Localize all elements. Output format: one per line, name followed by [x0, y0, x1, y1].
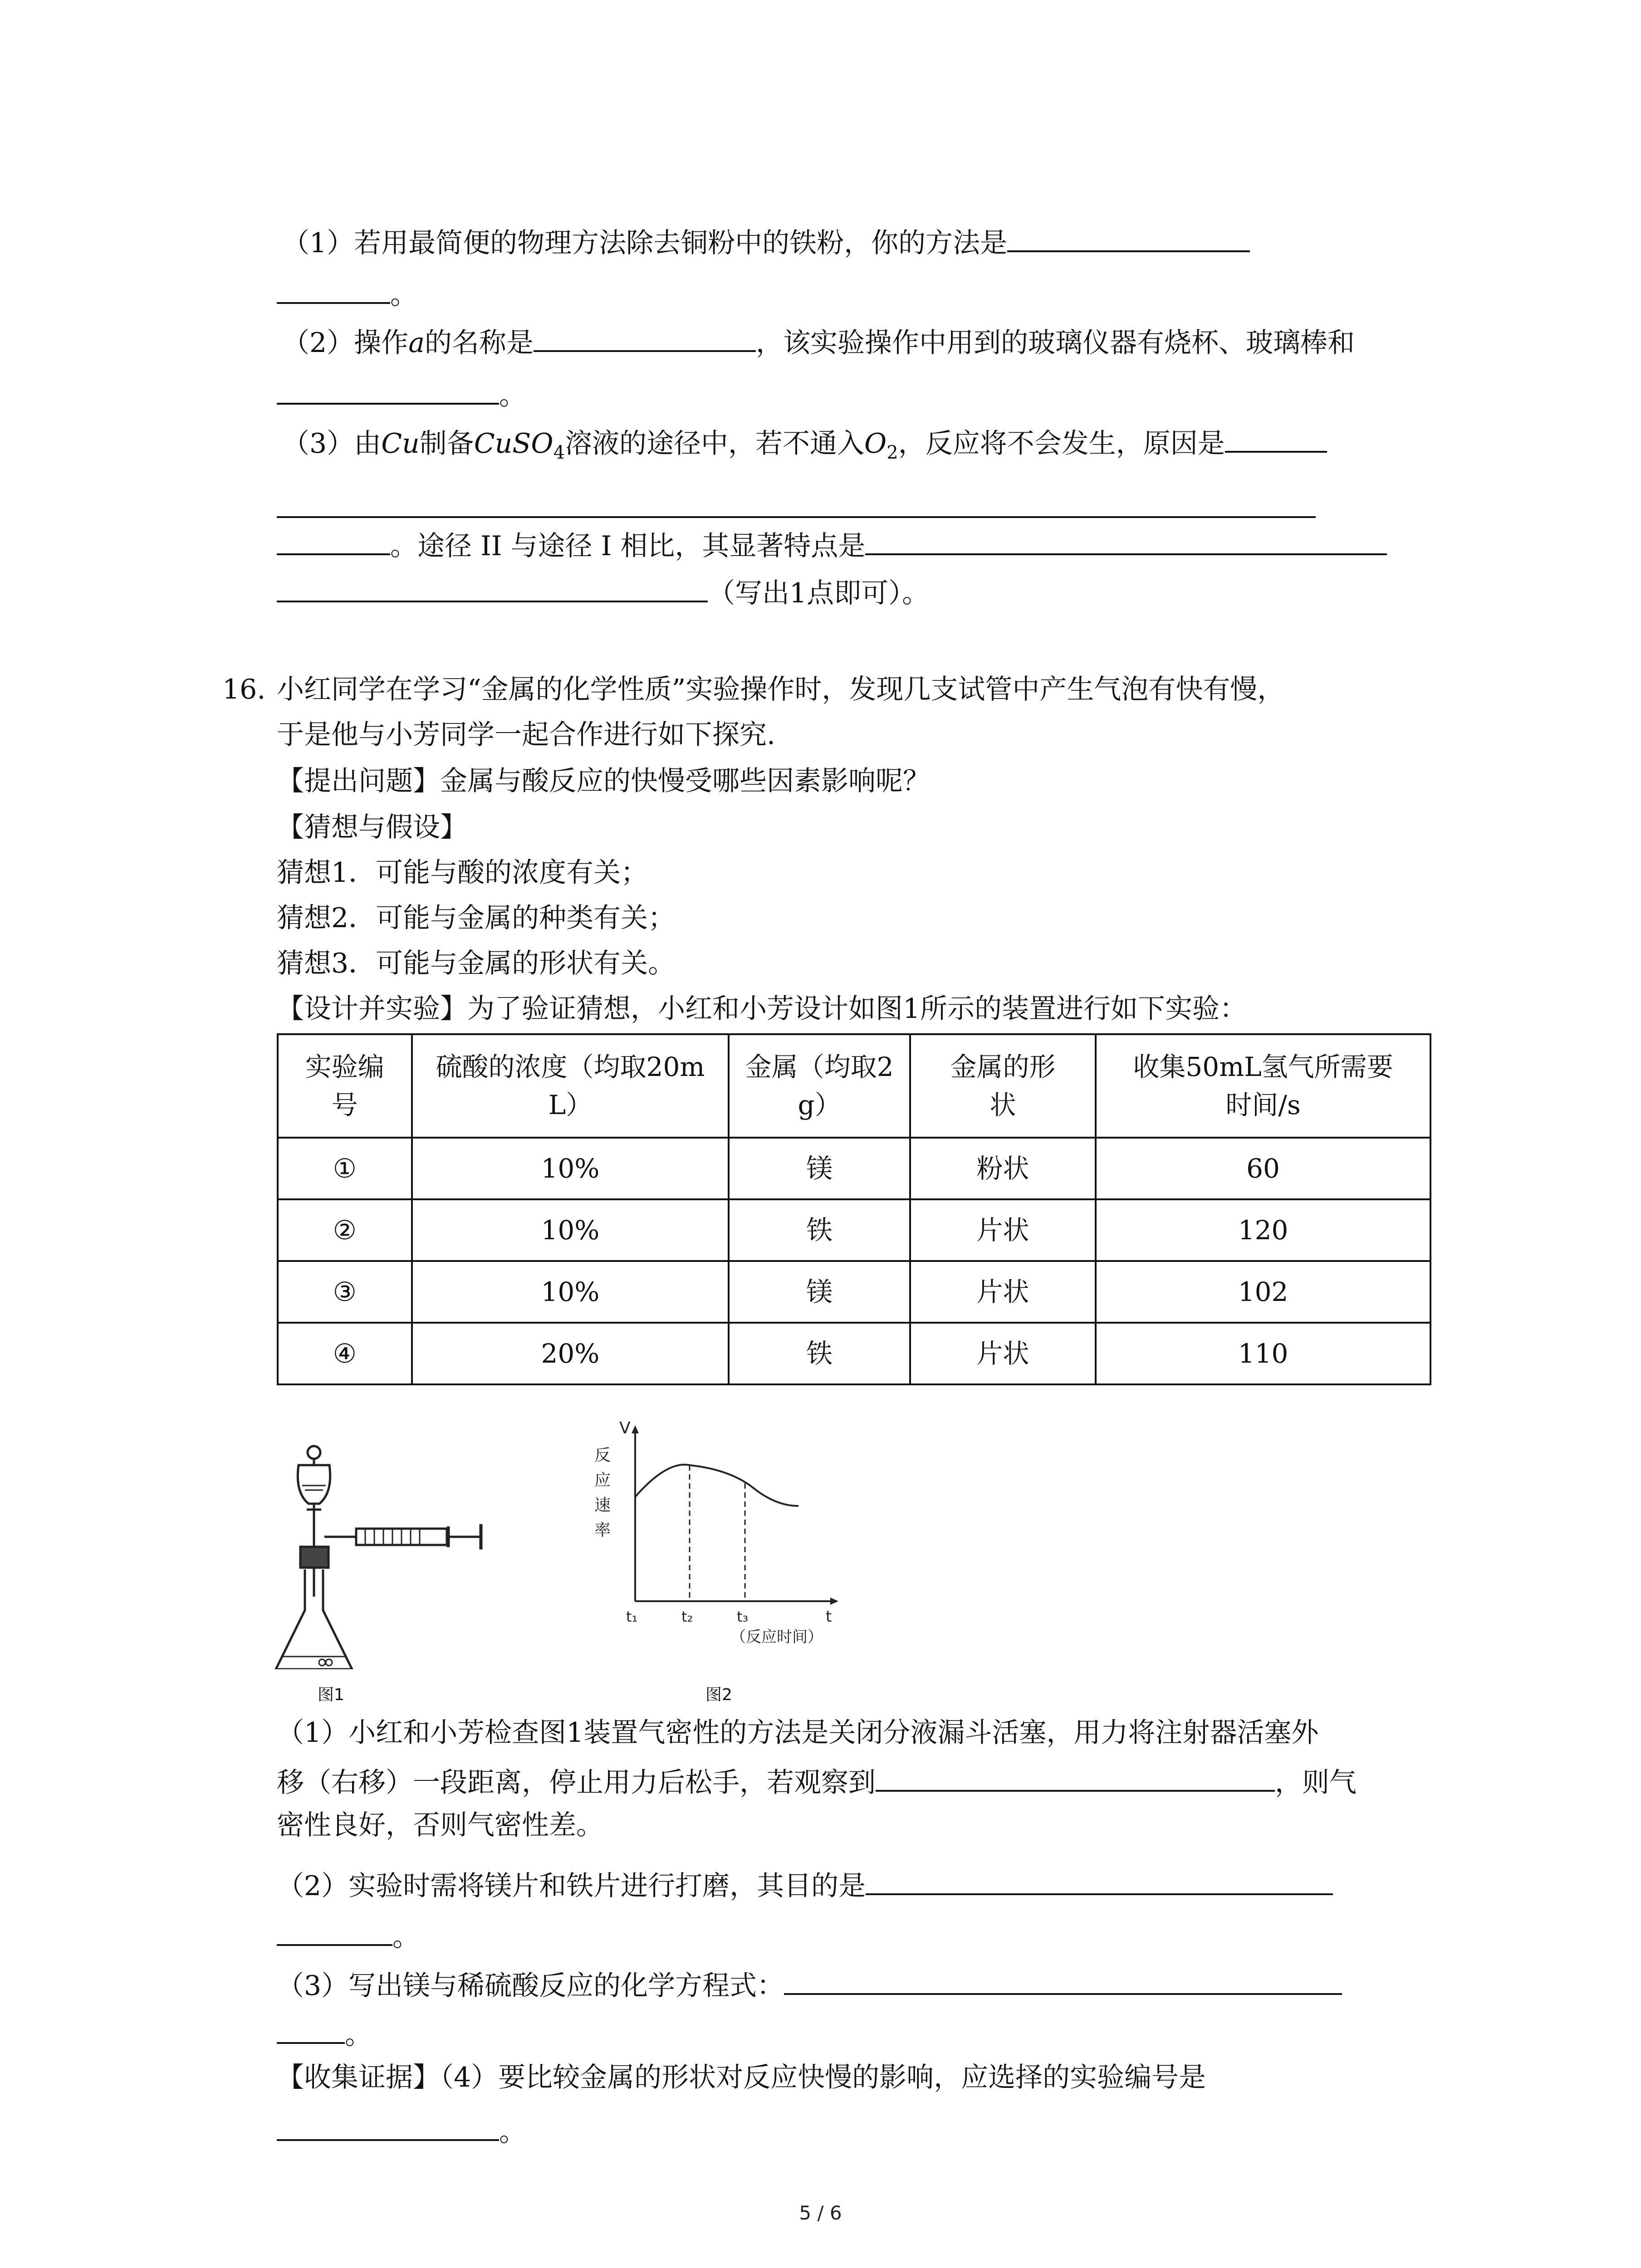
table-cell: 片状: [910, 1261, 1096, 1323]
tick-label: t₃: [737, 1608, 749, 1625]
q16-guess-1: 猜想1．可能与酸的浓度有关；: [277, 857, 648, 889]
tick-label: t₁: [626, 1608, 638, 1625]
table-cell: 铁: [729, 1199, 910, 1261]
page-number: 5 / 6: [799, 2202, 842, 2224]
answer-blank[interactable]: [277, 576, 708, 602]
q16-part1: （1）小红和小芳检查图1装置气密性的方法是关闭分液漏斗活塞，用力将注射器活塞外: [277, 1717, 1319, 1749]
x-axis-title: （反应时间）: [730, 1628, 823, 1646]
q16-part1-cont: 移（右移）一段距离，停止用力后松手，若观察到 ，则气: [277, 1765, 1357, 1796]
x-axis-label: t: [826, 1608, 832, 1626]
table-row: [278, 1138, 1430, 1199]
q16-part4: 【收集证据】（4）要比较金属的形状对反应快慢的影响，应选择的实验编号是: [277, 2062, 1206, 2093]
q16-part2-cont: 。: [277, 1920, 420, 1950]
q16-intro: 小红同学在学习“金属的化学性质”实验操作时，发现几支试管中产生气泡有快有慢，: [277, 674, 1285, 705]
y-axis-label: V: [619, 1420, 631, 1437]
table-header-row: [278, 1034, 1430, 1138]
table-cell: 10%: [412, 1138, 729, 1199]
table-cell: 铁: [729, 1323, 910, 1384]
answer-blank[interactable]: [1225, 426, 1327, 453]
answer-blank[interactable]: [277, 378, 499, 405]
q15-part3: （3）由Cu制备CuSO$_4$溶液的途径中，若不通入$O_2$，反应将不会发生，原因是: [282, 426, 1327, 466]
answer-blank[interactable]: [277, 516, 1316, 518]
y-axis-title: 速: [594, 1496, 611, 1515]
apparatus-figure: [263, 1433, 517, 1669]
q16-part2: （2）实验时需将镁片和铁片进行打磨，其目的是: [277, 1869, 1333, 1900]
q15-part2: （2）操作a的名称是 ，该实验操作中用到的玻璃仪器有烧杯、玻璃棒和: [282, 326, 1355, 357]
table-cell: 粉状: [910, 1138, 1096, 1199]
y-axis-title: 率: [594, 1521, 611, 1540]
tick-label: t₂: [681, 1608, 693, 1625]
table-header-cell: 金属（均取2 g）: [729, 1034, 910, 1138]
x-axis-arrow-icon: [830, 1598, 838, 1605]
reaction-rate-graph: [581, 1420, 871, 1656]
table-cell: 60: [1096, 1138, 1430, 1199]
y-axis-arrow-icon: [632, 1425, 639, 1433]
q16-intro-cont: 于是他与小芳同学一起合作进行如下探究.: [277, 719, 776, 751]
y-axis-title: 反: [594, 1446, 611, 1465]
answer-blank[interactable]: [534, 326, 756, 352]
q15-part1-cont: 。: [277, 278, 417, 308]
q16-part4-cont: 。: [277, 2115, 526, 2146]
q15-part3-end: （写出1点即可）。: [277, 576, 929, 607]
table-cell: ②: [278, 1199, 412, 1261]
table-cell: 102: [1096, 1261, 1430, 1323]
experiment-table: [277, 1033, 1431, 1385]
q16-guess-2: 猜想2．可能与金属的种类有关；: [277, 902, 676, 934]
table-cell: 镁: [729, 1138, 910, 1199]
answer-blank[interactable]: [277, 2018, 345, 2044]
table-cell: ③: [278, 1261, 412, 1323]
q16-design: 【设计并实验】为了验证猜想，小红和小芳设计如图1所示的装置进行如下实验：: [277, 993, 1247, 1025]
table-row: [278, 1323, 1430, 1384]
table-cell: 片状: [910, 1323, 1096, 1384]
table-row: [278, 1199, 1430, 1261]
answer-blank[interactable]: [866, 1869, 1333, 1895]
table-row: [278, 1261, 1430, 1323]
table-cell: ④: [278, 1323, 412, 1384]
table-cell: 110: [1096, 1323, 1430, 1384]
table-cell: 镁: [729, 1261, 910, 1323]
table-header-cell: 收集50mL氢气所需要 时间/s: [1096, 1034, 1430, 1138]
q16-part1-end: 密性良好，否则气密性差。: [277, 1809, 603, 1841]
q16-part3-cont: 。: [277, 2018, 372, 2048]
answer-blank[interactable]: [277, 529, 390, 555]
q16-part3: （3）写出镁与稀硫酸反应的化学方程式：: [277, 1969, 1342, 1999]
table-header-cell: 金属的形 状: [910, 1034, 1096, 1138]
table-cell: 10%: [412, 1261, 729, 1323]
q15-part1: （1）若用最简便的物理方法除去铜粉中的铁粉，你的方法是: [282, 226, 1250, 257]
q15-part3-cont: 。途径 II 与途径 I 相比，其显著特点是: [277, 529, 1387, 560]
table-cell: 10%: [412, 1199, 729, 1261]
figure-2-caption: 图2: [705, 1686, 732, 1704]
table-cell: ①: [278, 1138, 412, 1199]
table-header-cell: 实验编 号: [278, 1034, 412, 1138]
answer-blank[interactable]: [277, 278, 390, 304]
q16-number: 16.: [222, 674, 266, 705]
answer-blank[interactable]: [784, 1969, 1342, 1995]
y-axis-title: 应: [594, 1471, 611, 1490]
q16-question: 【提出问题】金属与酸反应的快慢受哪些因素影响呢？: [277, 765, 930, 797]
table-cell: 120: [1096, 1199, 1430, 1261]
q15-part2-cont: 。: [277, 378, 526, 409]
answer-blank[interactable]: [277, 2115, 499, 2141]
q16-guess-3: 猜想3．可能与金属的形状有关。: [277, 948, 676, 979]
figure-1-caption: 图1: [318, 1686, 344, 1704]
rate-curve: [635, 1465, 798, 1506]
table-cell: 20%: [412, 1323, 729, 1384]
table-header-cell: 硫酸的浓度（均取20m L）: [412, 1034, 729, 1138]
q16-hypothesis-title: 【猜想与假设】: [277, 811, 467, 843]
answer-blank[interactable]: [876, 1765, 1275, 1792]
answer-blank[interactable]: [1007, 226, 1250, 252]
answer-blank[interactable]: [277, 1920, 392, 1946]
answer-blank[interactable]: [865, 529, 1387, 555]
table-cell: 片状: [910, 1199, 1096, 1261]
